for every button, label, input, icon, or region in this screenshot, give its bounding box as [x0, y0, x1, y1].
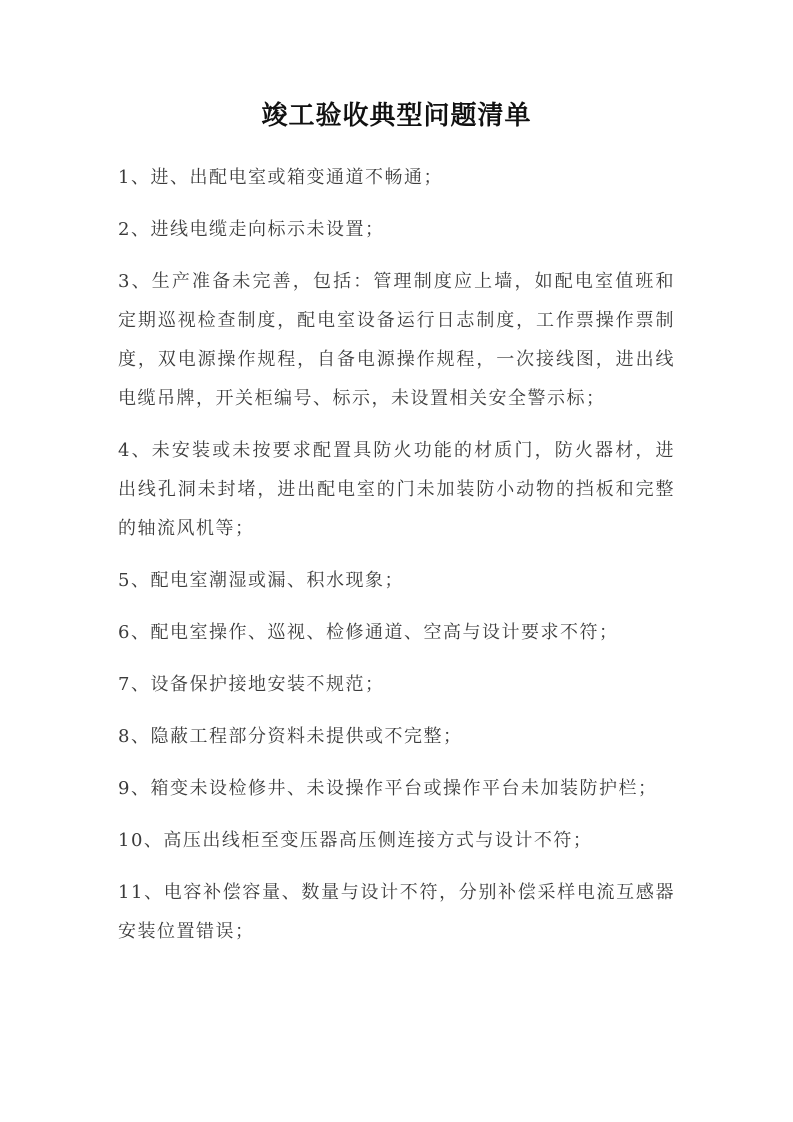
issue-item-5: 5、配电室潮湿或漏、积水现象；	[118, 570, 404, 591]
issue-item-4: 4、未安装或未按要求配置具防火功能的材质门，防火器材，进出线孔洞未封堵，进出配电室的门未加装防小动物的挡板和完整的轴流风机等；	[118, 440, 675, 539]
issue-item-7: 7、设备保护接地安装不规范；	[118, 674, 385, 695]
issue-list	[118, 158, 675, 951]
issue-item-11: 11、电容补偿容量、数量与设计不符，分别补偿采样电流互感器安装位置错误；	[118, 882, 675, 942]
issue-item-2: 2、进线电缆走向标示未设置；	[118, 219, 385, 240]
document-title: 竣工验收典型问题清单	[261, 101, 532, 131]
issue-item-6: 6、配电室操作、巡视、检修通道、空高与设计要求不符；	[118, 622, 619, 643]
issue-item-1: 1、进、出配电室或箱变通道不畅通；	[118, 167, 443, 188]
issue-item-3: 3、生产准备未完善，包括：管理制度应上墙，如配电室值班和定期巡视检查制度，配电室设备运行日志制度，工作票操作票制度，双电源操作规程，自备电源操作规程，一次接线图，进出线电缆吊牌，开关柜编号、标示，未设置相关安全警示标；	[118, 271, 675, 409]
issue-item-8: 8、隐蔽工程部分资料未提供或不完整；	[118, 726, 463, 747]
issue-item-9: 9、箱变未设检修井、未设操作平台或操作平台未加装防护栏；	[118, 778, 658, 799]
issue-item-10: 10、高压出线柜至变压器高压侧连接方式与设计不符；	[118, 830, 593, 851]
